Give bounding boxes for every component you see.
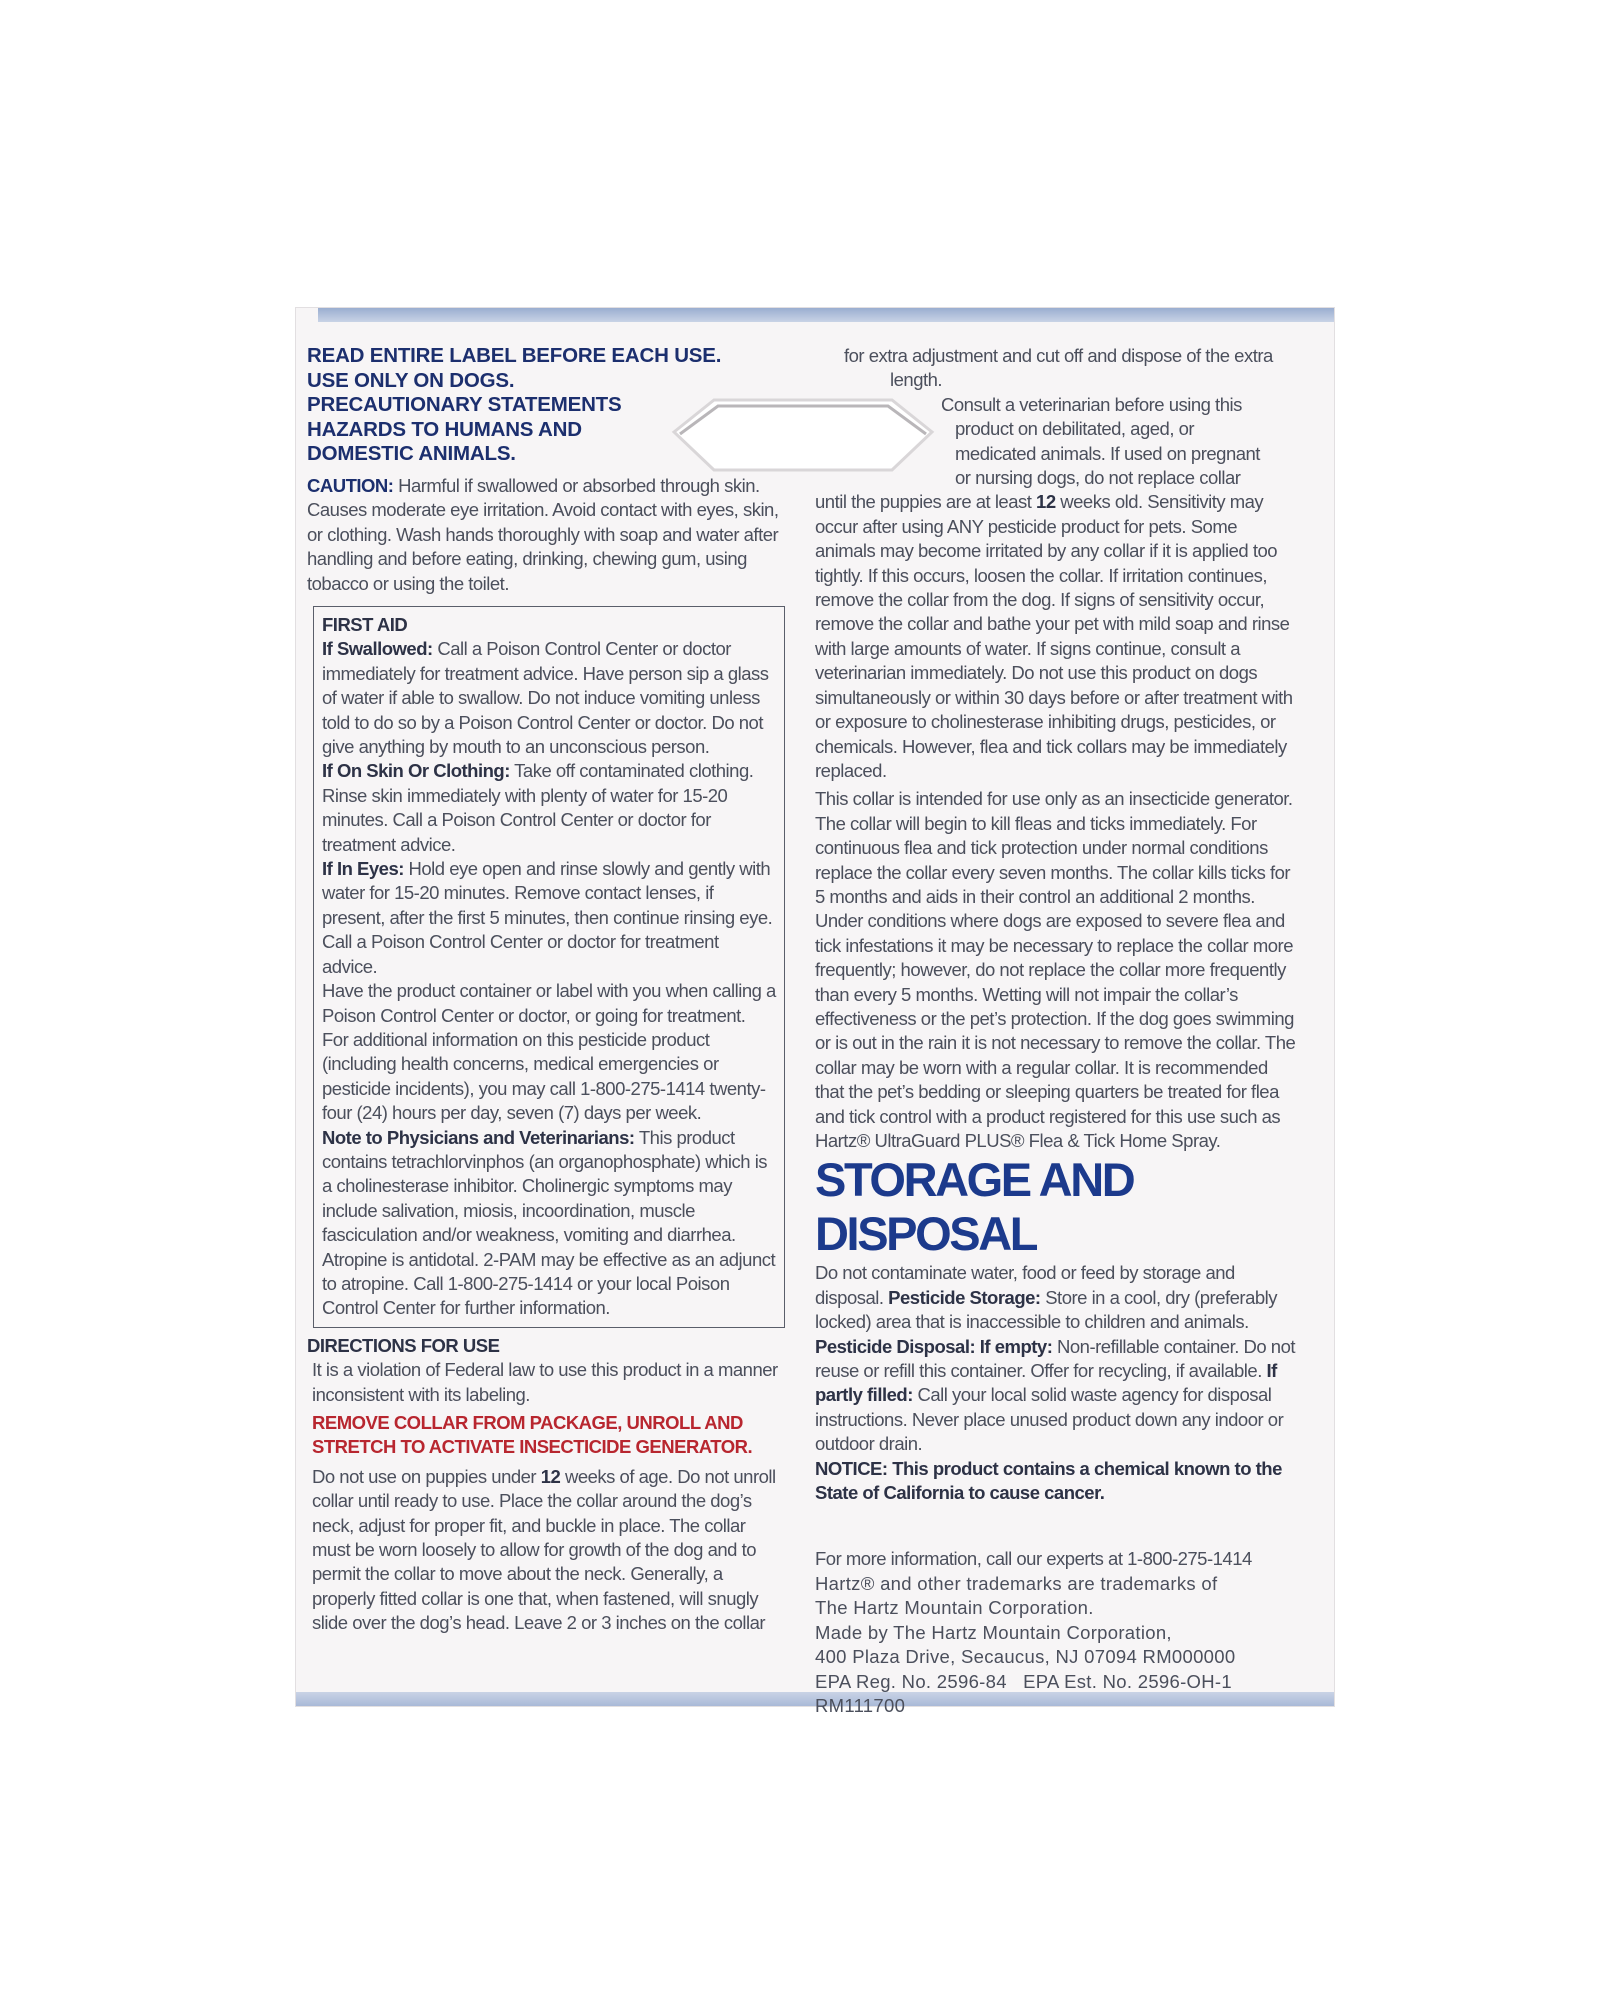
disposal-text: Non-refillable container. Do not reuse or refill this container. Offer for recycling, if available. <box>815 1335 1296 1382</box>
header-line: READ ENTIRE LABEL BEFORE EACH USE. <box>307 344 722 367</box>
header-line: HAZARDS TO HUMANS AND <box>307 417 582 441</box>
header-line: DOMESTIC ANIMALS. <box>307 442 516 466</box>
california-notice: NOTICE: This product contains a chemical known to the State of California to cause cancer. <box>815 1457 1282 1504</box>
contact-line: 400 Plaza Drive, Secaucus, NJ 07094 RM000000 <box>815 1646 1236 1668</box>
contact-line: For more information, call our experts at 1-800-275-1414 <box>815 1548 1252 1570</box>
header-line: USE ONLY ON DOGS. <box>307 368 515 392</box>
directions-body <box>312 1358 785 1635</box>
storage-title: STORAGE AND DISPOSAL <box>815 1153 1134 1261</box>
swallowed-label: If Swallowed: <box>322 638 433 660</box>
right-column <box>815 344 1301 1718</box>
physicians-label: Note to Physicians and Veterinarians: <box>322 1126 635 1148</box>
storage-paragraph <box>815 1261 1301 1456</box>
first-aid-box <box>313 606 785 1328</box>
sensitivity-text: weeks old. Sensitivity may occur after using ANY pesticide product for pets. Some animals may become irritated by any collar if it is applied too tightly. If this occurs, loosen the collar. If irritation continues, remove the collar from the dog. If signs of sensitivity occur, remove the collar and bathe your pet with mild soap and rinse with large amounts of water. If signs continue, consult a veterinarian immediately. Do not use this product on dogs simultaneously or within 30 days before or after treatment with or exposure to cholinesterase inhibiting drugs, pesticides, or chemicals. However, flea and tick collars may be immediately replaced. <box>815 491 1293 781</box>
first-aid-container: Have the product container or label with you when calling a Poison Control Center or doctor, or going for treatment. For additional information on this pesticide product (including health concerns, medical emergencies or pesticide incidents), you may call 1-800-275-1414 twenty-four (24) hours per day, seven (7) days per week. <box>322 980 776 1124</box>
puppies-pre: until the puppies are at least <box>815 491 1037 513</box>
contact-line: The Hartz Mountain Corporation. <box>815 1597 1094 1619</box>
sensitivity-paragraph <box>815 490 1301 783</box>
continued-line: for extra adjustment and cut off and dispose of the extra <box>844 345 1273 366</box>
precaution-header <box>307 344 785 467</box>
caution-label: CAUTION: <box>307 474 394 496</box>
violation-text: It is a violation of Federal law to use this product in a manner inconsistent with its labeling. <box>312 1359 778 1405</box>
header-line: PRECAUTIONARY STATEMENTS <box>307 393 622 417</box>
consult-line: product on debilitated, aged, or <box>955 418 1195 440</box>
puppies-pre: Do not use on puppies under <box>312 1465 541 1487</box>
contact-line: Hartz® and other trademarks are trademarks of <box>815 1572 1218 1594</box>
swallowed-text: Call a Poison Control Center or doctor immediately for treatment advice. Have person sip a glass of water if able to swallow. Do not induce vomiting unless told to do so by a Poison Control Center or doctor. Do not give anything by mouth to an unconscious person. <box>322 638 769 758</box>
puppies-paragraph <box>312 1465 785 1636</box>
directions-title: DIRECTIONS FOR USE <box>307 1334 500 1356</box>
contact-line: EPA Reg. No. 2596-84 EPA Est. No. 2596-OH-1 <box>815 1670 1232 1692</box>
puppies-weeks: 12 <box>1036 491 1056 513</box>
skin-text: Take off contaminated clothing. Rinse skin immediately with plenty of water for 15-20 minutes. Call a Poison Control Center or doctor for treatment advice. <box>322 760 754 855</box>
first-aid-title: FIRST AID <box>322 614 408 635</box>
consult-line: medicated animals. If used on pregnant <box>955 442 1260 464</box>
disposal-label: Pesticide Disposal: If empty: <box>815 1335 1053 1357</box>
remove-collar-warning: REMOVE COLLAR FROM PACKAGE, UNROLL AND STRETCH TO ACTIVATE INSECTICIDE GENERATOR. <box>312 1412 753 1458</box>
caution-paragraph <box>307 474 785 596</box>
skin-label: If On Skin Or Clothing: <box>322 760 510 782</box>
manufacturer-info <box>815 1547 1301 1718</box>
contact-line: Made by The Hartz Mountain Corporation, <box>815 1621 1172 1643</box>
storage-label: Pesticide Storage: <box>888 1286 1041 1308</box>
collar-paragraph: This collar is intended for use only as an insecticide generator. The collar will begin to kill fleas and ticks immediately. For continuous flea and tick protection under normal conditions replace the collar every seven months. The collar kills ticks for 5 months and aids in their control an additional 2 months. Under conditions where dogs are exposed to severe flea and tick infestations it may be necessary to replace the collar more frequently; however, do not replace the collar more frequently than every 5 months. Wetting will not impair the collar’s effectiveness or the pet’s protection. If the dog goes swimming or is out in the rain it is not necessary to remove the collar. The collar may be worn with a regular collar. It is recommended that the pet’s bedding or sleeping quarters be treated for flea and tick control with a product registered for this use such as Hartz® UltraGuard PLUS® Flea & Tick Home Spray. <box>815 788 1296 1151</box>
contact-line: RM111700 <box>815 1694 906 1716</box>
consult-line: or nursing dogs, do not replace collar <box>955 467 1241 489</box>
continued-line: length. <box>890 369 943 391</box>
puppies-post: weeks of age. Do not unroll collar until ready to use. Place the collar around the dog’s neck, adjust for proper fit, and buckle in place. The collar must be worn loosely to allow for growth of the dog and to permit the collar to move about the neck. Generally, a properly fitted collar is one that, when fastened, will snugly slide over the dog’s head. Leave 2 or 3 inches on the collar <box>312 1465 776 1634</box>
package-top-edge <box>318 308 1334 322</box>
caution-text: Harmful if swallowed or absorbed through skin. Causes moderate eye irritation. Avoid contact with eyes, skin, or clothing. Wash hands thoroughly with soap and water after handling and before eating, drinking, chewing gum, using tobacco or using the toilet. <box>307 474 779 594</box>
eyes-text: Hold eye open and rinse slowly and gently with water for 15-20 minutes. Remove contact lenses, if present, after the first 5 minutes, then continue rinsing eye. Call a Poison Control Center or doctor for treatment advice. <box>322 858 773 977</box>
first-aid-skin <box>322 759 776 857</box>
partly-text: Call your local solid waste agency for disposal instructions. Never place unused product down any indoor or outdoor drain. <box>815 1384 1284 1455</box>
consult-block <box>815 393 1301 491</box>
first-aid-swallowed <box>322 637 776 759</box>
physicians-text: This product contains tetrachlorvinphos (an organophosphate) which is a cholinesterase inhibitor. Cholinergic symptoms may include salivation, miosis, incoordination, muscle fasciculation and/or weakness, vomiting and diarrhea. Atropine is antidotal. 2-PAM may be effective as an adjunct to atropine. Call 1-800-275-1414 or your local Poison Control Center for further information. <box>322 1126 776 1319</box>
puppies-weeks: 12 <box>540 1465 561 1487</box>
partly-label: If partly filled: <box>815 1360 1277 1406</box>
storage-text: Store in a cool, dry (preferably locked) area that is inaccessible to children and animals. <box>815 1286 1278 1333</box>
left-column <box>307 344 785 1636</box>
eyes-label: If In Eyes: <box>322 858 404 880</box>
first-aid-eyes <box>322 857 776 979</box>
consult-line: Consult a veterinarian before using this <box>941 393 1242 415</box>
first-aid-physicians <box>322 1126 776 1321</box>
storage-intro: Do not contaminate water, food or feed by storage and disposal. <box>815 1262 1235 1308</box>
